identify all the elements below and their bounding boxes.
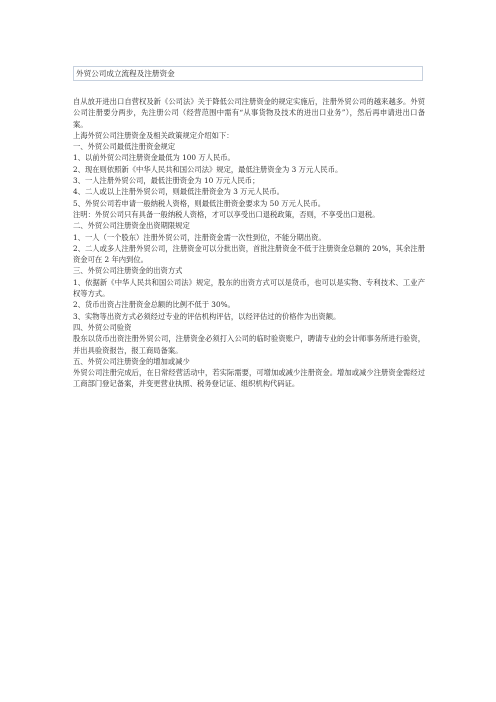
section-heading: 一、外贸公司最低注册资金规定 [73, 142, 176, 152]
list-item: 5、外贸公司若申请一般纳税人资格，则最低注册资金要求为 50 万元人民币。 [73, 198, 326, 208]
paragraph: 股东以货币出资注册外贸公司，注册资金必须打入公司的临时验资账户，聘请专业的会计师事务所进行验资，并出具验资报告，报工商局备案。 [73, 334, 425, 355]
list-item: 2、二人或多人注册外贸公司，注册资金可以分批出资，首批注册资金不低于注册资金总额的 20%，其余注册资金可在 2 年内到位。 [73, 243, 425, 265]
section-heading: 四、外贸公司验资 [73, 322, 132, 332]
section-heading: 五、外贸公司注册资金的增加或减少 [73, 356, 190, 366]
list-item: 1、以前外贸公司注册资金最低为 100 万人民币。 [73, 153, 235, 163]
paragraph: 外贸公司注册完成后，在日常经营活动中，若实际需要，可增加或减少注册资金。增加或减少注册资金需经过工商部门登记备案，并变更营业执照、税务登记证、组织机构代码证。 [73, 368, 425, 389]
document-body [73, 96, 425, 390]
paragraph: 上海外贸公司注册资金及相关政策规定介绍如下： [73, 130, 234, 140]
list-item: 2、货币出资占注册资金总额的比例不低于 30%。 [73, 300, 235, 310]
list-item: 1、一人（一个股东）注册外贸公司，注册资金需一次性到位，不能分期出资。 [73, 232, 326, 242]
list-item: 2、现在则依照新《中华人民共和国公司法》规定，最低注册资金为 3 万元人民币。 [73, 164, 343, 174]
list-item: 3、实物等出资方式必须经过专业的评估机构评估，以经评估过的价格作为出资额。 [73, 311, 341, 321]
paragraph: 自从放开进出口自营权及新《公司法》关于降低公司注册资金的规定实施后，注册外贸公司的越来越多。外贸公司注册要分两步，先注册公司（经营范围中需有“从事货物及技术的进出口业务”），然后再申请进出口备案。 [73, 97, 425, 129]
section-heading: 二、外贸公司注册资金出资期限规定 [73, 221, 190, 231]
list-item: 1、依据新《中华人民共和国公司法》规定，股东的出资方式可以是货币，也可以是实物、专利技术、工业产权等方式。 [73, 277, 425, 299]
note-paragraph: 注明：外贸公司只有具备一般纳税人资格，才可以享受出口退税政策，否则，不享受出口退税。 [73, 209, 380, 219]
section-heading: 三、外贸公司注册资金的出资方式 [73, 266, 183, 276]
list-item: 4、二人或以上注册外贸公司，则最低注册资金为 3 万元人民币。 [73, 187, 284, 197]
list-item: 3、一人注册外贸公司，最低注册资金为 10 万元人民币； [73, 176, 260, 186]
document-title: 外贸公司成立流程及注册资金 [73, 66, 423, 81]
